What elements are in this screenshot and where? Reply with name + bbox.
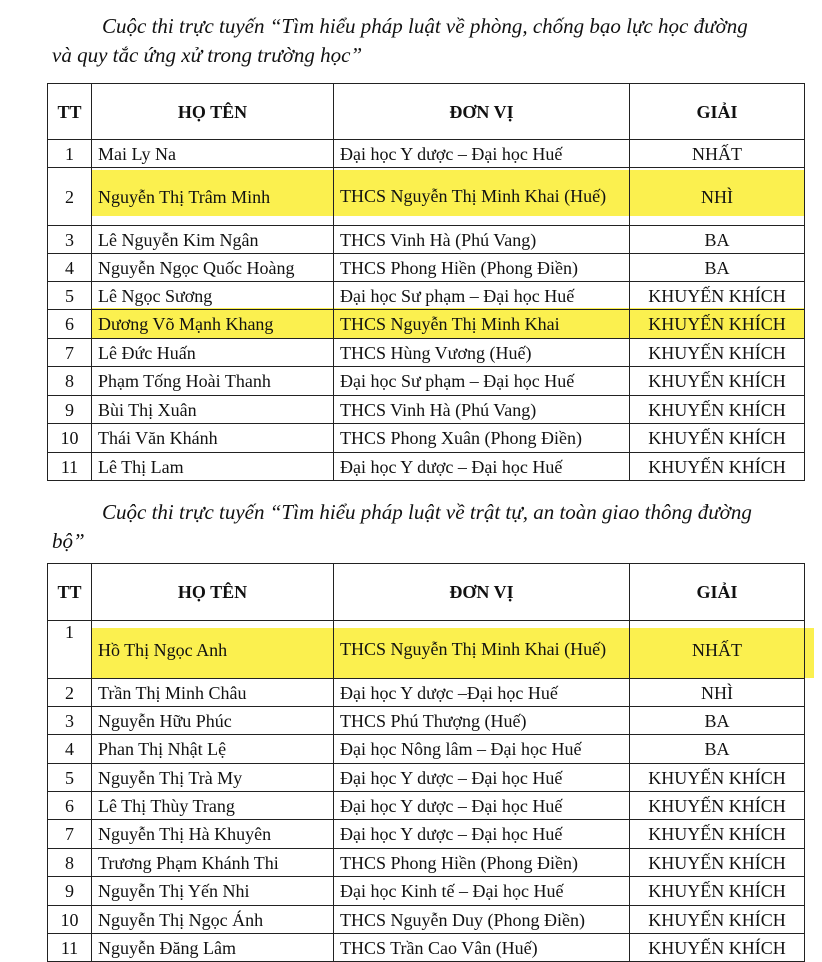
row-prize: KHUYẾN KHÍCH — [630, 877, 805, 906]
row-name: Dương Võ Mạnh Khang — [92, 310, 334, 339]
row-tt: 11 — [48, 453, 92, 481]
table-row — [48, 367, 805, 396]
row-prize: NHÌ — [630, 679, 805, 707]
row-prize: KHUYẾN KHÍCH — [630, 396, 805, 424]
table-row — [48, 226, 805, 254]
row-tt: 4 — [48, 254, 92, 282]
table-row — [48, 140, 805, 168]
col-header-prize: GIẢI — [630, 564, 805, 621]
row-unit: THCS Phong Xuân (Phong Điền) — [334, 424, 630, 453]
row-prize: KHUYẾN KHÍCH — [630, 310, 805, 339]
row-prize: KHUYẾN KHÍCH — [630, 820, 805, 849]
row-tt: 5 — [48, 764, 92, 792]
table-header-row — [48, 84, 805, 140]
table-row — [48, 168, 805, 226]
table-row — [48, 877, 805, 906]
row-prize: NHÌ — [630, 168, 805, 226]
col-header-name: HỌ TÊN — [92, 564, 334, 621]
row-prize: KHUYẾN KHÍCH — [630, 424, 805, 453]
row-prize: NHẤT — [630, 621, 805, 679]
row-unit: Đại học Y dược – Đại học Huế — [334, 764, 630, 792]
row-name: Phạm Tống Hoài Thanh — [92, 367, 334, 396]
row-name: Trương Phạm Khánh Thi — [92, 849, 334, 877]
section2-title-line2: bộ” — [52, 529, 85, 553]
row-unit: Đại học Y dược – Đại học Huế — [334, 792, 630, 820]
row-name: Hồ Thị Ngọc Anh — [92, 621, 334, 679]
row-tt: 3 — [48, 226, 92, 254]
row-name: Nguyễn Hữu Phúc — [92, 707, 334, 735]
table-row — [48, 396, 805, 424]
row-tt: 4 — [48, 735, 92, 764]
row-prize: KHUYẾN KHÍCH — [630, 339, 805, 367]
section1-title — [52, 12, 802, 70]
row-tt: 6 — [48, 310, 92, 339]
row-prize: BA — [630, 226, 805, 254]
table-row — [48, 282, 805, 310]
row-tt: 5 — [48, 282, 92, 310]
row-name: Lê Thị Lam — [92, 453, 334, 481]
section1-title-line1: Cuộc thi trực tuyến “Tìm hiểu pháp luật về phòng, chống bạo lực học đường — [102, 14, 748, 38]
row-unit: THCS Phong Hiền (Phong Điền) — [334, 254, 630, 282]
row-prize: KHUYẾN KHÍCH — [630, 453, 805, 481]
table-row — [48, 424, 805, 453]
row-unit: Đại học Sư phạm – Đại học Huế — [334, 367, 630, 396]
row-name: Nguyễn Thị Ngọc Ánh — [92, 906, 334, 934]
row-prize: KHUYẾN KHÍCH — [630, 849, 805, 877]
section1-title-line2: và quy tắc ứng xử trong trường học” — [52, 43, 363, 67]
row-unit: THCS Vinh Hà (Phú Vang) — [334, 396, 630, 424]
table-row — [48, 906, 805, 934]
row-name: Phan Thị Nhật Lệ — [92, 735, 334, 764]
row-unit: THCS Nguyễn Duy (Phong Điền) — [334, 906, 630, 934]
table-row — [48, 254, 805, 282]
row-tt: 1 — [48, 621, 92, 679]
table-row — [48, 707, 805, 735]
col-header-tt: TT — [48, 564, 92, 621]
row-tt: 2 — [48, 679, 92, 707]
row-name: Lê Thị Thùy Trang — [92, 792, 334, 820]
row-prize: KHUYẾN KHÍCH — [630, 934, 805, 962]
row-name: Nguyễn Thị Yến Nhi — [92, 877, 334, 906]
row-tt: 8 — [48, 367, 92, 396]
row-unit: Đại học Y dược – Đại học Huế — [334, 140, 630, 168]
table-row — [48, 735, 805, 764]
row-prize: KHUYẾN KHÍCH — [630, 906, 805, 934]
row-tt: 1 — [48, 140, 92, 168]
row-unit: Đại học Y dược – Đại học Huế — [334, 453, 630, 481]
row-prize: KHUYẾN KHÍCH — [630, 764, 805, 792]
row-unit: THCS Trần Cao Vân (Huế) — [334, 934, 630, 962]
row-tt: 6 — [48, 792, 92, 820]
row-name: Lê Nguyễn Kim Ngân — [92, 226, 334, 254]
table-row — [48, 792, 805, 820]
row-prize: KHUYẾN KHÍCH — [630, 367, 805, 396]
row-tt: 7 — [48, 339, 92, 367]
row-tt: 9 — [48, 396, 92, 424]
table-row — [48, 339, 805, 367]
row-unit: THCS Nguyễn Thị Minh Khai — [334, 310, 630, 339]
row-prize: KHUYẾN KHÍCH — [630, 792, 805, 820]
row-name: Bùi Thị Xuân — [92, 396, 334, 424]
row-unit: Đại học Kinh tế – Đại học Huế — [334, 877, 630, 906]
row-unit: Đại học Sư phạm – Đại học Huế — [334, 282, 630, 310]
row-name: Nguyễn Thị Hà Khuyên — [92, 820, 334, 849]
col-header-prize: GIẢI — [630, 84, 805, 140]
row-tt: 11 — [48, 934, 92, 962]
table-row — [48, 621, 805, 679]
row-prize: NHẤT — [630, 140, 805, 168]
table-row — [48, 679, 805, 707]
row-name: Nguyễn Đăng Lâm — [92, 934, 334, 962]
table-row — [48, 849, 805, 877]
table-row — [48, 934, 805, 962]
row-unit: THCS Phú Thượng (Huế) — [334, 707, 630, 735]
row-prize: BA — [630, 707, 805, 735]
row-tt: 10 — [48, 906, 92, 934]
row-unit: THCS Hùng Vương (Huế) — [334, 339, 630, 367]
row-prize: BA — [630, 735, 805, 764]
row-tt: 7 — [48, 820, 92, 849]
row-unit: THCS Vinh Hà (Phú Vang) — [334, 226, 630, 254]
row-name: Thái Văn Khánh — [92, 424, 334, 453]
col-header-tt: TT — [48, 84, 92, 140]
section2-title-line1: Cuộc thi trực tuyến “Tìm hiểu pháp luật về trật tự, an toàn giao thông đường — [102, 500, 752, 524]
results-table-1 — [47, 83, 805, 481]
table-header-row — [48, 564, 805, 621]
table-row — [48, 310, 805, 339]
col-header-unit: ĐƠN VỊ — [334, 564, 630, 621]
row-name: Mai Ly Na — [92, 140, 334, 168]
col-header-name: HỌ TÊN — [92, 84, 334, 140]
row-tt: 2 — [48, 168, 92, 226]
row-name: Nguyễn Thị Trà My — [92, 764, 334, 792]
results-table-2 — [47, 563, 805, 962]
row-name: Lê Đức Huấn — [92, 339, 334, 367]
row-tt: 3 — [48, 707, 92, 735]
table-row — [48, 820, 805, 849]
row-tt: 8 — [48, 849, 92, 877]
row-name: Lê Ngọc Sương — [92, 282, 334, 310]
row-name: Trần Thị Minh Châu — [92, 679, 334, 707]
row-unit: Đại học Y dược – Đại học Huế — [334, 820, 630, 849]
row-unit: Đại học Nông lâm – Đại học Huế — [334, 735, 630, 764]
table-row — [48, 453, 805, 481]
row-name: Nguyễn Thị Trâm Minh — [92, 168, 334, 226]
row-unit: Đại học Y dược –Đại học Huế — [334, 679, 630, 707]
row-unit: THCS Phong Hiền (Phong Điền) — [334, 849, 630, 877]
row-name: Nguyễn Ngọc Quốc Hoàng — [92, 254, 334, 282]
table-row — [48, 764, 805, 792]
row-unit: THCS Nguyễn Thị Minh Khai (Huế) — [334, 621, 630, 679]
row-prize: KHUYẾN KHÍCH — [630, 282, 805, 310]
row-prize: BA — [630, 254, 805, 282]
section2-title — [52, 498, 802, 556]
row-tt: 10 — [48, 424, 92, 453]
col-header-unit: ĐƠN VỊ — [334, 84, 630, 140]
row-tt: 9 — [48, 877, 92, 906]
row-unit: THCS Nguyễn Thị Minh Khai (Huế) — [334, 168, 630, 226]
